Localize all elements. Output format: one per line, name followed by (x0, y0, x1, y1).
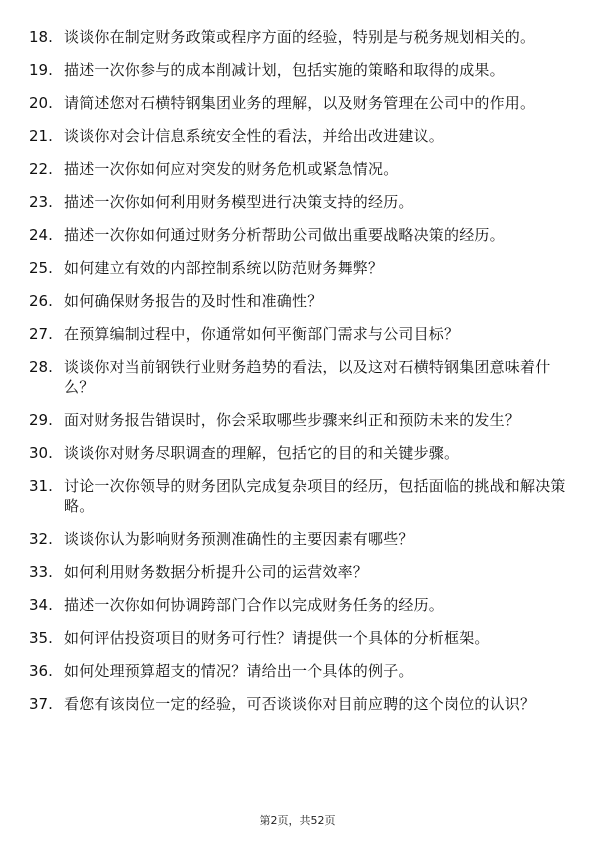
question-item (0, 562, 595, 582)
question-text: 谈谈你对当前钢铁行业财务趋势的看法，以及这对石横特钢集团意味着什么？ (64, 358, 551, 396)
question-item (0, 595, 595, 615)
question-item (0, 192, 595, 212)
question-number: 23. (29, 193, 53, 211)
question-item (0, 410, 595, 430)
question-item (0, 258, 595, 278)
question-item (0, 126, 595, 146)
question-number: 34. (29, 596, 53, 614)
question-number: 21. (29, 127, 53, 145)
question-text: 描述一次你如何应对突发的财务危机或紧急情况。 (64, 160, 399, 178)
question-text: 如何确保财务报告的及时性和准确性？ (64, 292, 323, 310)
question-number: 22. (29, 160, 53, 178)
question-item (0, 357, 595, 397)
question-text: 在预算编制过程中，你通常如何平衡部门需求与公司目标？ (64, 325, 460, 343)
question-item (0, 661, 595, 681)
question-item (0, 694, 595, 714)
question-item (0, 60, 595, 80)
question-number: 26. (29, 292, 53, 310)
question-list (0, 27, 595, 727)
question-number: 20. (29, 94, 53, 112)
question-text: 如何建立有效的内部控制系统以防范财务舞弊？ (64, 259, 384, 277)
question-number: 31. (29, 477, 53, 495)
question-number: 33. (29, 563, 53, 581)
question-number: 18. (29, 28, 53, 46)
question-text: 谈谈你对财务尽职调查的理解，包括它的目的和关键步骤。 (64, 444, 460, 462)
question-item (0, 324, 595, 344)
question-number: 29. (29, 411, 53, 429)
question-number: 30. (29, 444, 53, 462)
page-footer: 第2页，共52页 (259, 814, 336, 827)
question-item (0, 225, 595, 245)
question-number: 37. (29, 695, 53, 713)
question-text: 如何评估投资项目的财务可行性？请提供一个具体的分析框架。 (64, 629, 490, 647)
question-item (0, 93, 595, 113)
question-text: 描述一次你如何利用财务模型进行决策支持的经历。 (64, 193, 414, 211)
question-number: 25. (29, 259, 53, 277)
question-number: 36. (29, 662, 53, 680)
question-text: 谈谈你在制定财务政策或程序方面的经验，特别是与税务规划相关的。 (64, 28, 536, 46)
question-text: 看您有该岗位一定的经验，可否谈谈你对目前应聘的这个岗位的认识？ (64, 695, 536, 713)
question-number: 24. (29, 226, 53, 244)
question-number: 27. (29, 325, 53, 343)
question-item (0, 443, 595, 463)
question-item (0, 476, 595, 516)
question-item (0, 291, 595, 311)
question-item (0, 27, 595, 47)
question-number: 32. (29, 530, 53, 548)
question-text: 描述一次你如何通过财务分析帮助公司做出重要战略决策的经历。 (64, 226, 505, 244)
question-text: 如何利用财务数据分析提升公司的运营效率？ (64, 563, 369, 581)
question-item (0, 628, 595, 648)
question-text: 请简述您对石横特钢集团业务的理解，以及财务管理在公司中的作用。 (64, 94, 536, 112)
question-text: 如何处理预算超支的情况？请给出一个具体的例子。 (64, 662, 414, 680)
question-text: 谈谈你认为影响财务预测准确性的主要因素有哪些？ (64, 530, 414, 548)
question-item (0, 159, 595, 179)
question-text: 描述一次你参与的成本削减计划，包括实施的策略和取得的成果。 (64, 61, 505, 79)
question-text: 描述一次你如何协调跨部门合作以完成财务任务的经历。 (64, 596, 445, 614)
question-number: 35. (29, 629, 53, 647)
question-number: 28. (29, 358, 53, 376)
question-item (0, 529, 595, 549)
question-text: 讨论一次你领导的财务团队完成复杂项目的经历，包括面临的挑战和解决策略。 (64, 477, 566, 515)
question-text: 面对财务报告错误时，你会采取哪些步骤来纠正和预防未来的发生？ (64, 411, 521, 429)
question-number: 19. (29, 61, 53, 79)
question-text: 谈谈你对会计信息系统安全性的看法，并给出改进建议。 (64, 127, 445, 145)
